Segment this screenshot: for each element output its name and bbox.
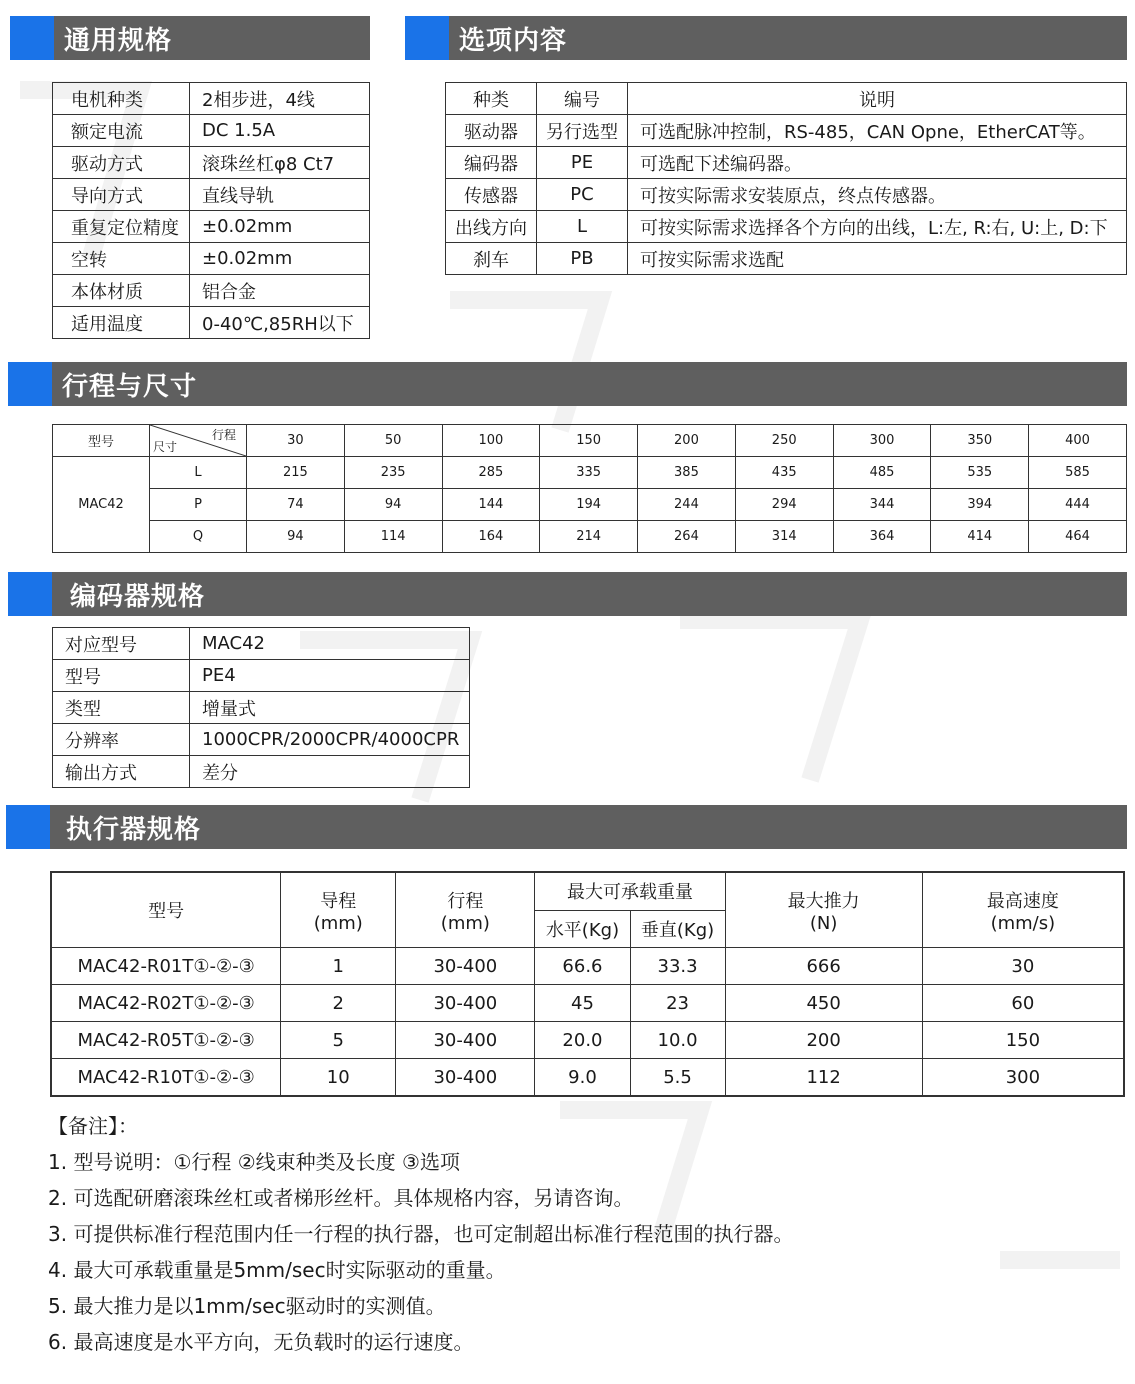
model-cell: MAC42-R10T①-②-③ <box>51 1059 281 1097</box>
lead-cell: 2 <box>281 985 396 1022</box>
table-row <box>53 756 470 788</box>
force-cell: 112 <box>725 1059 922 1097</box>
option-code: PE <box>537 147 628 179</box>
dimension-value: 444 <box>1029 489 1127 521</box>
table-row <box>53 275 370 307</box>
dimension-value: 364 <box>833 521 931 553</box>
table-row <box>53 147 370 179</box>
load-horizontal-cell: 20.0 <box>535 1022 630 1059</box>
dimension-value: 585 <box>1029 457 1127 489</box>
option-type: 编码器 <box>446 147 537 179</box>
model-cell: MAC42 <box>53 457 150 553</box>
section-header-stroke <box>8 362 1127 406</box>
general-spec-table <box>52 82 370 339</box>
stroke-header-cell: 30 <box>247 425 345 457</box>
spec-value: ±0.02mm <box>190 211 370 243</box>
lead-cell: 10 <box>281 1059 396 1097</box>
option-description: 可选配脉冲控制，RS-485，CAN Opne，EtherCAT等。 <box>628 115 1127 147</box>
dimension-value: 235 <box>344 457 442 489</box>
spec-key: 空转 <box>53 243 190 275</box>
spec-key: 分辨率 <box>53 724 190 756</box>
model-cell: MAC42-R01T①-②-③ <box>51 948 281 985</box>
header-lead <box>281 872 396 948</box>
dimension-value: 94 <box>344 489 442 521</box>
spec-value: 2相步进，4线 <box>190 83 370 115</box>
force-cell: 666 <box>725 948 922 985</box>
stroke-header-cell: 100 <box>442 425 540 457</box>
header-model: 型号 <box>51 872 281 948</box>
dimension-value: 344 <box>833 489 931 521</box>
dimension-value: 164 <box>442 521 540 553</box>
header-force-unit: (N) <box>809 912 838 934</box>
model-cell: MAC42-R05T①-②-③ <box>51 1022 281 1059</box>
section-accent <box>10 16 54 60</box>
dimension-value: 435 <box>735 457 833 489</box>
table-row <box>446 243 1127 275</box>
option-description: 可按实际需求选配 <box>628 243 1127 275</box>
spec-value: 滚珠丝杠φ8 Ct7 <box>190 147 370 179</box>
dimension-value: 414 <box>931 521 1029 553</box>
dimension-value: 385 <box>638 457 736 489</box>
notes-block <box>48 1108 793 1360</box>
table-row <box>53 83 370 115</box>
actuator-spec-table <box>50 871 1125 1097</box>
force-cell: 450 <box>725 985 922 1022</box>
speed-cell: 60 <box>922 985 1124 1022</box>
spec-key: 对应型号 <box>53 628 190 660</box>
header-stroke-label: 行程 <box>447 890 484 912</box>
load-vertical-cell: 33.3 <box>630 948 725 985</box>
option-description: 可按实际需求选择各个方向的出线，L:左, R:右, U:上, D:下 <box>628 211 1127 243</box>
table-row <box>53 521 1127 553</box>
dimension-value: 394 <box>931 489 1029 521</box>
header-cell: 说明 <box>628 83 1127 115</box>
diag-label-size: 尺寸 <box>153 440 178 454</box>
stroke-header-cell: 350 <box>931 425 1029 457</box>
spec-value: 直线导轨 <box>190 179 370 211</box>
section-title: 行程与尺寸 <box>62 371 198 402</box>
speed-cell: 150 <box>922 1022 1124 1059</box>
dimension-value: 314 <box>735 521 833 553</box>
section-header-encoder <box>8 572 1127 616</box>
table-row <box>51 1022 1124 1059</box>
load-vertical-cell: 5.5 <box>630 1059 725 1097</box>
spec-key: 重复定位精度 <box>53 211 190 243</box>
dimension-value: 264 <box>638 521 736 553</box>
option-code: PC <box>537 179 628 211</box>
force-cell: 200 <box>725 1022 922 1059</box>
section-accent <box>6 805 50 849</box>
header-cell: 型号 <box>53 425 150 457</box>
spec-value: 差分 <box>190 756 470 788</box>
note-item: 6. 最高速度是水平方向，无负载时的运行速度。 <box>48 1330 474 1354</box>
spec-value: 1000CPR/2000CPR/4000CPR <box>190 724 470 756</box>
option-description: 可选配下述编码器。 <box>628 147 1127 179</box>
stroke-header-cell: 400 <box>1029 425 1127 457</box>
notes-heading: 【备注】： <box>48 1114 138 1138</box>
option-type: 传感器 <box>446 179 537 211</box>
header-speed-unit: (mm/s) <box>990 912 1056 934</box>
note-item: 2. 可选配研磨滚珠丝杠或者梯形丝杆。具体规格内容，另请咨询。 <box>48 1186 634 1210</box>
spec-key: 本体材质 <box>53 275 190 307</box>
note-item: 3. 可提供标准行程范围内任一行程的执行器，也可定制超出标准行程范围的执行器。 <box>48 1222 794 1246</box>
dimension-value: 94 <box>247 521 345 553</box>
table-header-row <box>51 872 1124 910</box>
speed-cell: 30 <box>922 948 1124 985</box>
table-row <box>53 692 470 724</box>
load-vertical-cell: 10.0 <box>630 1022 725 1059</box>
section-title: 编码器规格 <box>70 581 206 612</box>
section-accent <box>8 362 52 406</box>
dimension-label: L <box>150 457 247 489</box>
dimension-value: 194 <box>540 489 638 521</box>
spec-key: 类型 <box>53 692 190 724</box>
stroke-cell: 30-400 <box>396 985 535 1022</box>
dimension-label: P <box>150 489 247 521</box>
dimension-value: 144 <box>442 489 540 521</box>
header-force-label: 最大推力 <box>787 890 860 912</box>
header-lead-unit: (mm) <box>313 912 363 934</box>
model-cell: MAC42-R02T①-②-③ <box>51 985 281 1022</box>
table-row <box>51 1059 1124 1097</box>
table-row <box>53 243 370 275</box>
header-load-vertical: 垂直(Kg) <box>630 910 725 948</box>
load-vertical-cell: 23 <box>630 985 725 1022</box>
stroke-header-cell: 250 <box>735 425 833 457</box>
section-title: 通用规格 <box>64 25 173 56</box>
header-force <box>725 872 922 948</box>
header-speed <box>922 872 1124 948</box>
option-type: 刹车 <box>446 243 537 275</box>
stroke-header-cell: 300 <box>833 425 931 457</box>
section-header-options <box>405 16 1127 60</box>
header-stroke-unit: (mm) <box>440 912 490 934</box>
load-horizontal-cell: 66.6 <box>535 948 630 985</box>
section-title: 选项内容 <box>459 25 568 56</box>
dimension-value: 294 <box>735 489 833 521</box>
dimension-value: 464 <box>1029 521 1127 553</box>
table-row <box>51 948 1124 985</box>
table-row <box>53 660 470 692</box>
stroke-cell: 30-400 <box>396 948 535 985</box>
dimension-value: 335 <box>540 457 638 489</box>
option-type: 出线方向 <box>446 211 537 243</box>
option-code: PB <box>537 243 628 275</box>
header-stroke <box>396 872 535 948</box>
note-item: 5. 最大推力是以1mm/sec驱动时的实测值。 <box>48 1294 446 1318</box>
spec-key: 型号 <box>53 660 190 692</box>
option-code: L <box>537 211 628 243</box>
options-table <box>445 82 1127 275</box>
lead-cell: 5 <box>281 1022 396 1059</box>
spec-key: 输出方式 <box>53 756 190 788</box>
spec-key: 电机种类 <box>53 83 190 115</box>
header-max-load: 最大可承载重量 <box>535 872 725 910</box>
table-row <box>53 211 370 243</box>
section-title: 执行器规格 <box>66 814 202 845</box>
option-code: 另行选型 <box>537 115 628 147</box>
table-row <box>53 179 370 211</box>
spec-value: PE4 <box>190 660 470 692</box>
dimension-value: 214 <box>540 521 638 553</box>
header-lead-label: 导程 <box>320 890 357 912</box>
dimension-value: 244 <box>638 489 736 521</box>
section-accent <box>8 572 52 616</box>
dimension-value: 215 <box>247 457 345 489</box>
note-item: 1. 型号说明：①行程 ②线束种类及长度 ③选项 <box>48 1150 460 1174</box>
header-speed-label: 最高速度 <box>986 890 1059 912</box>
section-header-actuator <box>6 805 1127 849</box>
stroke-header-cell: 200 <box>638 425 736 457</box>
spec-value: 铝合金 <box>190 275 370 307</box>
diag-label-stroke: 行程 <box>211 428 236 442</box>
table-row <box>53 307 370 339</box>
spec-value: MAC42 <box>190 628 470 660</box>
speed-cell: 300 <box>922 1059 1124 1097</box>
table-row <box>51 985 1124 1022</box>
dimension-value: 535 <box>931 457 1029 489</box>
header-cell: 种类 <box>446 83 537 115</box>
spec-value: 0-40℃,85RH以下 <box>190 307 370 339</box>
table-row <box>446 211 1127 243</box>
dimension-value: 285 <box>442 457 540 489</box>
section-accent <box>405 16 449 60</box>
option-description: 可按实际需求安装原点，终点传感器。 <box>628 179 1127 211</box>
note-item: 4. 最大可承载重量是5mm/sec时实际驱动的重量。 <box>48 1258 506 1282</box>
load-horizontal-cell: 45 <box>535 985 630 1022</box>
spec-value: 增量式 <box>190 692 470 724</box>
spec-key: 导向方式 <box>53 179 190 211</box>
table-row <box>53 489 1127 521</box>
encoder-spec-table <box>52 627 470 788</box>
header-cell: 编号 <box>537 83 628 115</box>
table-header-row <box>53 425 1127 457</box>
stroke-header-cell: 150 <box>540 425 638 457</box>
table-row <box>446 115 1127 147</box>
table-row <box>53 115 370 147</box>
table-row <box>53 724 470 756</box>
table-header-row <box>446 83 1127 115</box>
section-header-general <box>10 16 370 60</box>
spec-key: 驱动方式 <box>53 147 190 179</box>
option-type: 驱动器 <box>446 115 537 147</box>
spec-value: ±0.02mm <box>190 243 370 275</box>
table-row <box>446 147 1127 179</box>
lead-cell: 1 <box>281 948 396 985</box>
load-horizontal-cell: 9.0 <box>535 1059 630 1097</box>
table-row <box>53 628 470 660</box>
table-row <box>446 179 1127 211</box>
dimension-value: 114 <box>344 521 442 553</box>
spec-value: DC 1.5A <box>190 115 370 147</box>
stroke-header-cell: 50 <box>344 425 442 457</box>
diagonal-header-cell <box>150 425 247 457</box>
spec-key: 额定电流 <box>53 115 190 147</box>
stroke-cell: 30-400 <box>396 1059 535 1097</box>
header-load-horizontal: 水平(Kg) <box>535 910 630 948</box>
spec-key: 适用温度 <box>53 307 190 339</box>
dimension-label: Q <box>150 521 247 553</box>
dimension-value: 485 <box>833 457 931 489</box>
stroke-dimension-table <box>52 424 1127 553</box>
table-row <box>53 457 1127 489</box>
dimension-value: 74 <box>247 489 345 521</box>
stroke-cell: 30-400 <box>396 1022 535 1059</box>
